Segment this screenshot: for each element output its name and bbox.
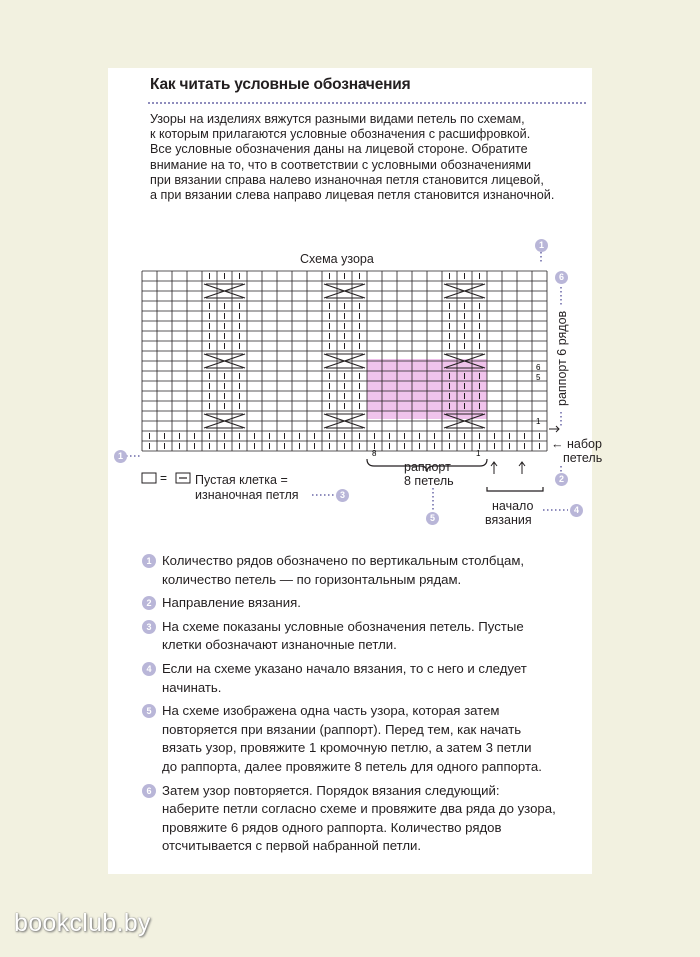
page-title: Как читать условные обозначения xyxy=(150,76,411,93)
start-label-2: вязания xyxy=(485,513,532,527)
empty-cell-label: Пустая клетка = xyxy=(195,473,288,487)
start-bracket xyxy=(487,487,543,491)
note-line: провяжите 6 рядов одного раппорта. Количество рядов xyxy=(162,819,502,835)
intro-line: при вязании справа налево изнаночная петля становится лицевой, xyxy=(150,172,544,187)
note-line: Затем узор повторяется. Порядок вязания следующий: xyxy=(162,782,500,798)
cast-on-label: ← набор xyxy=(551,437,602,451)
empty-cell-box xyxy=(142,473,156,483)
marker-6: 6 xyxy=(555,271,568,284)
diagram-title: Схема узора xyxy=(300,252,374,266)
row-number-6: 6 xyxy=(536,363,541,372)
cast-on-label-2: петель xyxy=(563,451,603,465)
note-number: 3 xyxy=(142,620,156,634)
note-line: На схеме показаны условные обозначения петель. Пустые xyxy=(162,618,524,634)
note-item xyxy=(146,594,600,613)
marker-2: 2 xyxy=(555,473,568,486)
note-line: наберите петли согласно схеме и провяжите два ряда до узора, xyxy=(162,801,556,817)
note-item xyxy=(146,702,600,776)
note-item xyxy=(146,618,600,655)
start-label: начало xyxy=(492,499,534,513)
note-number: 4 xyxy=(142,662,156,676)
note-line: клетки обозначают изнаночные петли. xyxy=(162,637,397,653)
note-line: количество петель — по горизонтальным рядам. xyxy=(162,571,462,587)
up-arrow xyxy=(491,462,497,474)
up-arrow xyxy=(519,462,525,474)
note-line: до раппорта, далее провяжите 8 петель для одного раппорта. xyxy=(162,758,542,774)
row-number-5: 5 xyxy=(536,373,541,382)
intro-line: к которым прилагаются условные обозначения с расшифровкой. xyxy=(150,127,531,142)
note-number: 6 xyxy=(142,784,156,798)
site-watermark: bookclub.by xyxy=(14,909,151,937)
note-number: 1 xyxy=(142,554,156,568)
intro-line: Узоры на изделиях вяжутся разными видами петель по схемам, xyxy=(150,112,525,126)
repeat-stitches-label: раппорт xyxy=(404,460,451,474)
marker-3: 3 xyxy=(336,489,349,502)
equals-sign: = xyxy=(160,471,168,485)
note-line: Если на схеме указано начало вязания, то с него и следует xyxy=(162,660,527,676)
intro-line: Все условные обозначения даны на лицевой стороне. Обратите xyxy=(150,142,528,157)
marker-5: 5 xyxy=(426,512,439,525)
notes-list xyxy=(146,552,600,861)
stitch-number-1: 1 xyxy=(476,449,481,458)
note-line: Направление вязания. xyxy=(162,595,301,611)
direction-arrow xyxy=(549,426,559,432)
note-line: вязать узор, провяжите 1 кромочную петлю, а затем 3 петли xyxy=(162,740,532,756)
row-number-1: 1 xyxy=(536,417,541,426)
note-item xyxy=(146,660,600,697)
note-line: Количество рядов обозначено по вертикальным столбцам, xyxy=(162,553,525,568)
note-item xyxy=(146,782,600,856)
empty-cell-label-2: изнаночная петля xyxy=(195,488,299,502)
marker-1-left: 1 xyxy=(114,450,127,463)
marker-4: 4 xyxy=(570,504,583,517)
note-line: На схеме изображена одна часть узора, которая затем xyxy=(162,703,500,719)
note-line: повторяется при вязании (раппорт). Перед тем, как начать xyxy=(162,721,522,737)
note-number: 5 xyxy=(142,704,156,718)
intro-line: а при вязании слева направо лицевая петля становится изнаночной. xyxy=(150,188,555,203)
stitch-number-8: 8 xyxy=(372,449,377,458)
repeat-stitches-label-2: 8 петель xyxy=(404,474,454,488)
note-item xyxy=(146,552,600,589)
repeat-rows-label: раппорт 6 рядов xyxy=(555,310,569,406)
note-line: начинать. xyxy=(162,679,222,695)
marker-1-top: 1 xyxy=(535,239,548,252)
note-number: 2 xyxy=(142,596,156,610)
intro-line: внимание на то, что в соответствии с условными обозначениями xyxy=(150,157,532,172)
note-line: отсчитывается с первой набранной петли. xyxy=(162,838,422,854)
